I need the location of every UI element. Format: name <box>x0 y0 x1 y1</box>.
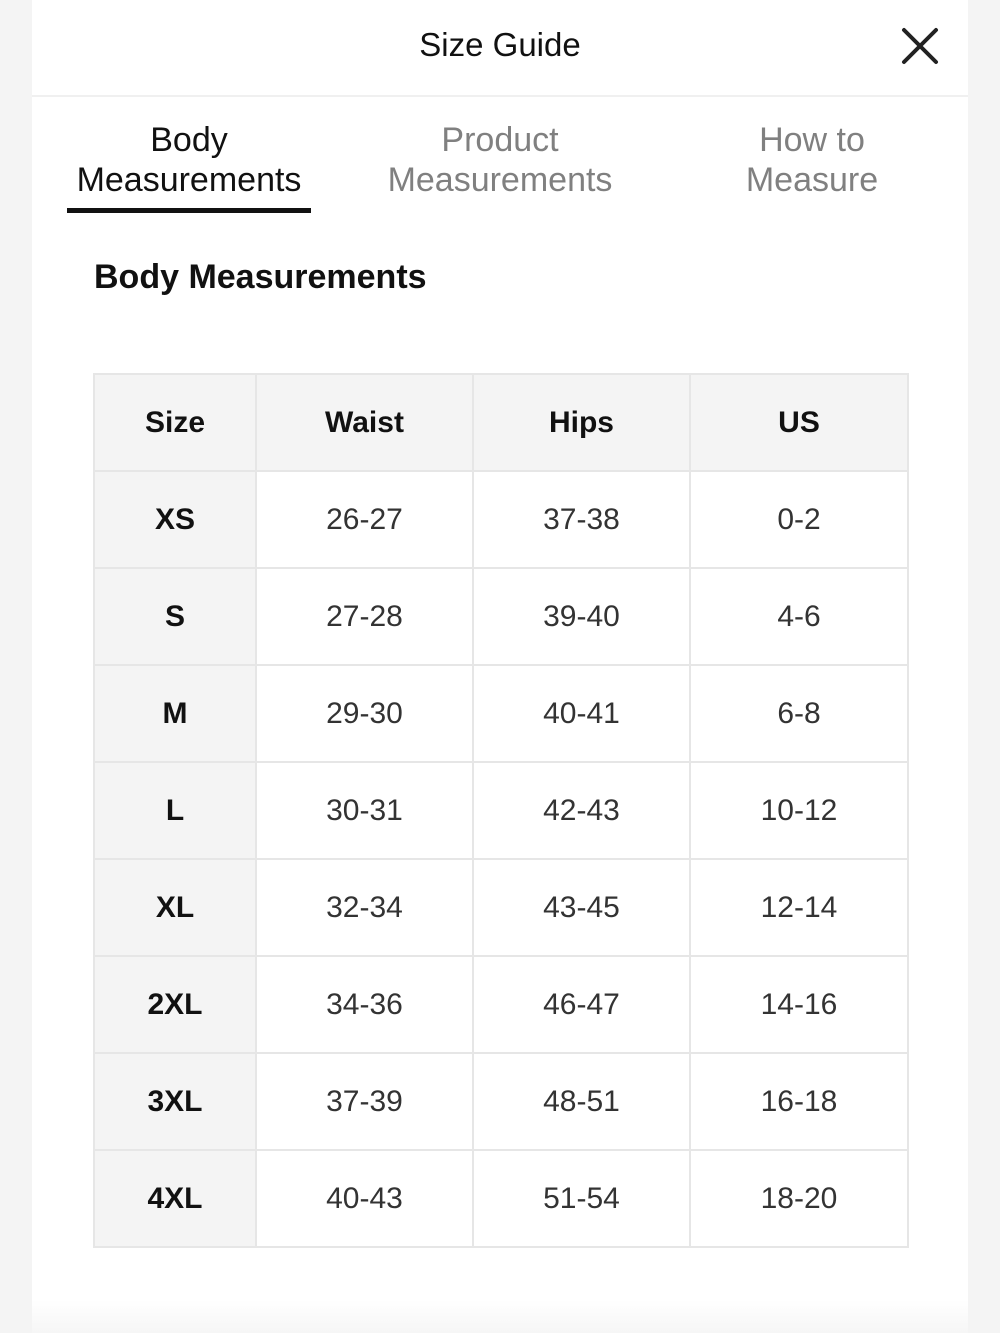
hips-cell: 40-41 <box>473 665 690 762</box>
table-header-row <box>94 374 908 471</box>
tab-product-measurements[interactable] <box>370 120 630 200</box>
close-icon <box>898 24 942 68</box>
hips-cell: 46-47 <box>473 956 690 1053</box>
size-cell: 4XL <box>94 1150 256 1247</box>
size-table <box>93 373 909 1248</box>
us-cell: 6-8 <box>690 665 908 762</box>
table-row <box>94 665 908 762</box>
size-cell: M <box>94 665 256 762</box>
waist-cell: 32-34 <box>256 859 473 956</box>
page-title: Size Guide <box>419 26 581 63</box>
waist-cell: 40-43 <box>256 1150 473 1247</box>
waist-cell: 27-28 <box>256 568 473 665</box>
waist-cell: 30-31 <box>256 762 473 859</box>
us-cell: 18-20 <box>690 1150 908 1247</box>
size-cell: 2XL <box>94 956 256 1053</box>
table-row <box>94 859 908 956</box>
waist-cell: 34-36 <box>256 956 473 1053</box>
table-row <box>94 471 908 568</box>
tab-label-line2: Measurements <box>387 161 613 199</box>
hips-cell: 48-51 <box>473 1053 690 1150</box>
hips-cell: 43-45 <box>473 859 690 956</box>
us-cell: 10-12 <box>690 762 908 859</box>
size-cell: S <box>94 568 256 665</box>
waist-cell: 37-39 <box>256 1053 473 1150</box>
active-tab-indicator <box>67 208 311 213</box>
tab-label-line1: How to <box>759 121 865 159</box>
table-row <box>94 568 908 665</box>
column-header-hips: Hips <box>473 374 690 471</box>
waist-cell: 29-30 <box>256 665 473 762</box>
tab-label-line1: Body <box>150 121 228 159</box>
us-cell: 4-6 <box>690 568 908 665</box>
tab-label-line2: Measure <box>745 161 879 199</box>
size-cell: L <box>94 762 256 859</box>
hips-cell: 39-40 <box>473 568 690 665</box>
section-title: Body Measurements <box>94 258 427 296</box>
size-cell: XS <box>94 471 256 568</box>
hips-cell: 51-54 <box>473 1150 690 1247</box>
table-row <box>94 956 908 1053</box>
size-cell: 3XL <box>94 1053 256 1150</box>
size-cell: XL <box>94 859 256 956</box>
column-header-size: Size <box>94 374 256 471</box>
tab-body-measurements[interactable] <box>67 120 311 200</box>
hips-cell: 42-43 <box>473 762 690 859</box>
table-row <box>94 1053 908 1150</box>
us-cell: 0-2 <box>690 471 908 568</box>
waist-cell: 26-27 <box>256 471 473 568</box>
hips-cell: 37-38 <box>473 471 690 568</box>
us-cell: 16-18 <box>690 1053 908 1150</box>
tab-label-line2: Measurements <box>76 161 302 199</box>
bottom-edge <box>32 1300 968 1333</box>
column-header-waist: Waist <box>256 374 473 471</box>
us-cell: 14-16 <box>690 956 908 1053</box>
column-header-us: US <box>690 374 908 471</box>
tab-bar <box>32 120 968 220</box>
tab-how-to-measure[interactable] <box>712 120 912 200</box>
close-button[interactable] <box>898 24 942 68</box>
header <box>32 0 968 97</box>
tab-label-line1: Product <box>441 121 559 159</box>
table-row <box>94 762 908 859</box>
table-row <box>94 1150 908 1247</box>
size-guide-sheet <box>32 0 968 1333</box>
us-cell: 12-14 <box>690 859 908 956</box>
